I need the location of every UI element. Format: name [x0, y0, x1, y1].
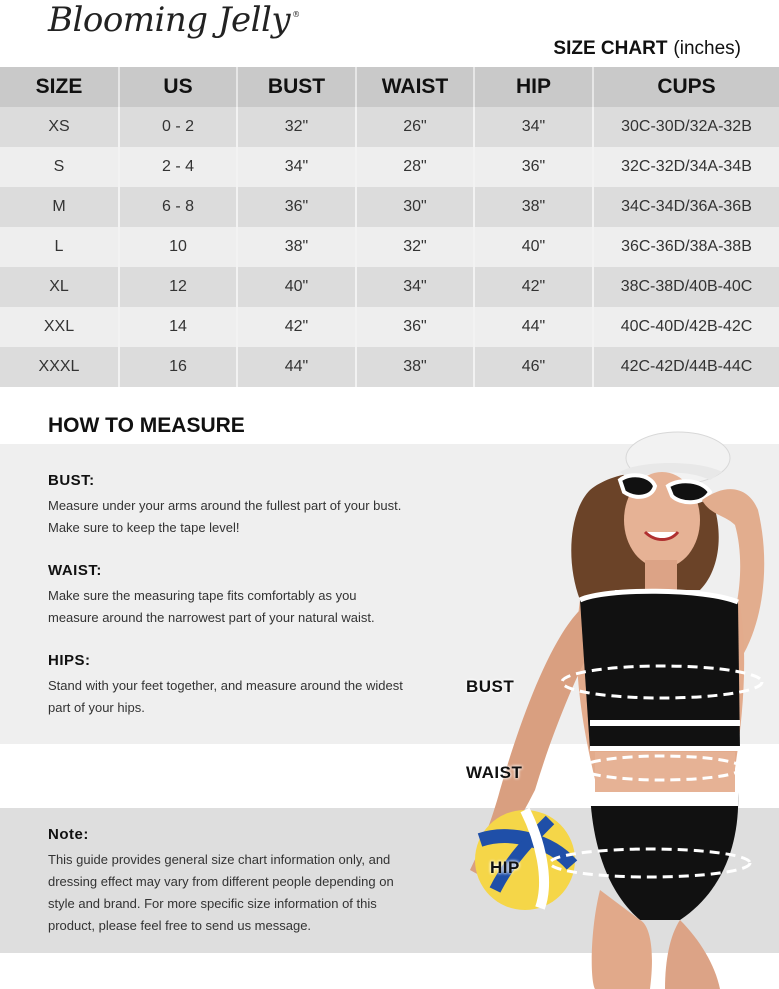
cell-size: XS [0, 107, 119, 147]
cell-size: XL [0, 267, 119, 307]
hips-instructions [48, 652, 448, 719]
cell-bust: 34" [237, 147, 356, 187]
cell-size: XXL [0, 307, 119, 347]
header-cups: CUPS [593, 67, 779, 107]
cell-waist: 28" [356, 147, 474, 187]
cell-hip: 38" [474, 187, 593, 227]
cell-us: 14 [119, 307, 237, 347]
table-row [0, 227, 779, 267]
table-row [0, 307, 779, 347]
waist-heading: WAIST: [48, 562, 102, 579]
note-line: This guide provides general size chart information only, and [48, 852, 391, 867]
header-bust: BUST [237, 67, 356, 107]
cell-bust: 32" [237, 107, 356, 147]
cell-us: 2 - 4 [119, 147, 237, 187]
table-row [0, 347, 779, 387]
figure-label-bust: BUST [466, 677, 515, 696]
bust-line: Make sure to keep the tape level! [48, 520, 240, 535]
table-row [0, 267, 779, 307]
cell-bust: 38" [237, 227, 356, 267]
chart-title-text: SIZE CHART [553, 38, 668, 59]
cell-cups: 40C-40D/42B-42C [593, 307, 779, 347]
hips-line: Stand with your feet together, and measure around the widest [48, 678, 403, 693]
table-row [0, 147, 779, 187]
cell-cups: 38C-38D/40B-40C [593, 267, 779, 307]
cell-bust: 36" [237, 187, 356, 227]
cell-bust: 44" [237, 347, 356, 387]
cell-bust: 42" [237, 307, 356, 347]
hips-line: part of your hips. [48, 700, 145, 715]
cell-waist: 30" [356, 187, 474, 227]
cell-us: 16 [119, 347, 237, 387]
bust-heading: BUST: [48, 472, 95, 489]
cell-us: 10 [119, 227, 237, 267]
figure-label-waist: WAIST [466, 763, 523, 782]
cell-hip: 34" [474, 107, 593, 147]
bust-line: Measure under your arms around the fullest part of your bust. [48, 498, 402, 513]
note-line: dressing effect may vary from different people depending on [48, 874, 394, 889]
cell-waist: 34" [356, 267, 474, 307]
hips-heading: HIPS: [48, 652, 91, 669]
cell-cups: 34C-34D/36A-36B [593, 187, 779, 227]
cell-cups: 36C-36D/38A-38B [593, 227, 779, 267]
cell-hip: 42" [474, 267, 593, 307]
figure-label-hip: HIP [490, 858, 520, 877]
header-size: SIZE [0, 67, 119, 107]
table-row [0, 187, 779, 227]
cell-waist: 36" [356, 307, 474, 347]
table-row [0, 107, 779, 147]
cell-size: S [0, 147, 119, 187]
chart-unit: (inches) [673, 38, 741, 59]
cell-cups: 42C-42D/44B-44C [593, 347, 779, 387]
cell-waist: 38" [356, 347, 474, 387]
brand-name: Blooming Jelly [48, 0, 291, 40]
header-us: US [119, 67, 237, 107]
cell-hip: 36" [474, 147, 593, 187]
cell-size: M [0, 187, 119, 227]
size-table [0, 67, 779, 387]
note-line: product, please feel free to send us message. [48, 918, 312, 933]
waist-line: measure around the narrowest part of your natural waist. [48, 610, 375, 625]
cell-cups: 32C-32D/34A-34B [593, 147, 779, 187]
cell-us: 0 - 2 [119, 107, 237, 147]
cell-hip: 44" [474, 307, 593, 347]
cell-bust: 40" [237, 267, 356, 307]
waist-instructions [48, 562, 448, 629]
chart-title [553, 38, 741, 60]
note-line: style and brand. For more specific size information of this [48, 896, 377, 911]
cell-cups: 30C-30D/32A-32B [593, 107, 779, 147]
cell-size: XXXL [0, 347, 119, 387]
note-section [48, 826, 448, 937]
waist-line: Make sure the measuring tape fits comfortably as you [48, 588, 357, 603]
cell-hip: 46" [474, 347, 593, 387]
brand-logo [48, 0, 300, 40]
cell-waist: 32" [356, 227, 474, 267]
bust-instructions [48, 472, 448, 539]
cell-us: 12 [119, 267, 237, 307]
table-header-row [0, 67, 779, 107]
note-heading: Note: [48, 826, 89, 843]
header-hip: HIP [474, 67, 593, 107]
registered-mark: ® [292, 10, 300, 19]
how-to-measure-title: HOW TO MEASURE [48, 414, 245, 437]
cell-hip: 40" [474, 227, 593, 267]
cell-waist: 26" [356, 107, 474, 147]
header-waist: WAIST [356, 67, 474, 107]
cell-size: L [0, 227, 119, 267]
cell-us: 6 - 8 [119, 187, 237, 227]
model-figure [440, 420, 779, 989]
